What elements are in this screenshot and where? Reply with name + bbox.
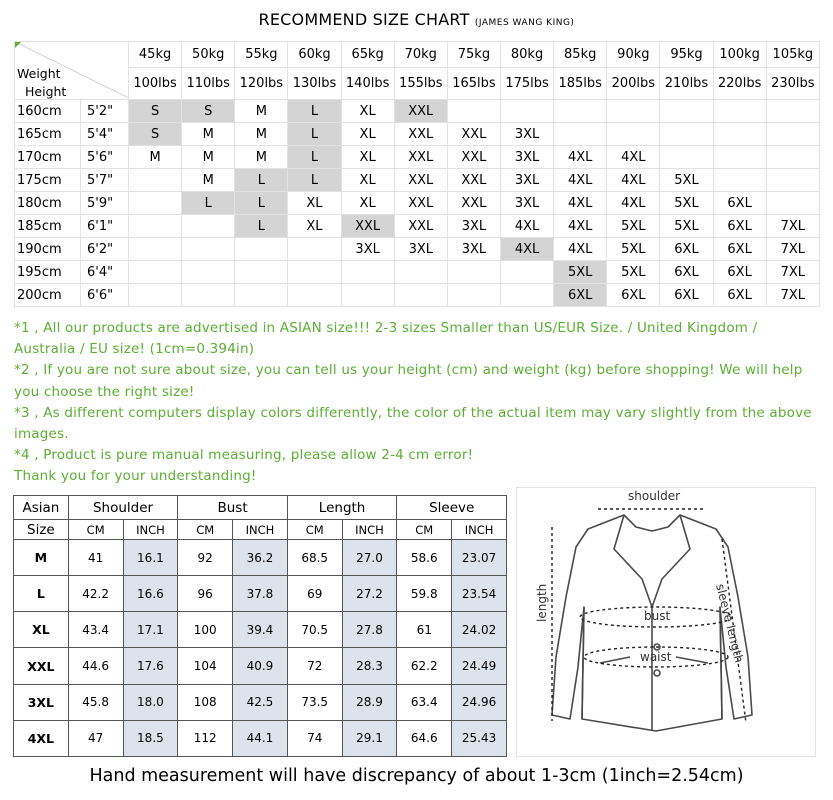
size-cell bbox=[660, 100, 713, 123]
weight-lbs-header: 175lbs bbox=[500, 68, 553, 100]
weight-kg-header: 45kg bbox=[129, 42, 182, 68]
size-cell: 4XL bbox=[607, 146, 660, 169]
size-row bbox=[15, 261, 820, 284]
size-cell: XL bbox=[288, 215, 341, 238]
size-cell: 6XL bbox=[713, 192, 766, 215]
size-cell: 3XL bbox=[500, 123, 553, 146]
unit-inch: INCH bbox=[123, 520, 178, 540]
size-cell: 4XL bbox=[607, 192, 660, 215]
size-cell bbox=[766, 169, 819, 192]
size-row bbox=[15, 238, 820, 261]
measure-cm-value: 64.6 bbox=[397, 720, 452, 756]
measure-size: XL bbox=[14, 612, 69, 648]
size-cell bbox=[554, 100, 607, 123]
size-row bbox=[15, 100, 820, 123]
size-cell bbox=[129, 215, 182, 238]
height-cm: 195cm bbox=[15, 261, 81, 284]
measure-inch-value: 24.49 bbox=[452, 648, 507, 684]
measure-cm-value: 68.5 bbox=[287, 540, 342, 576]
measure-cm-value: 45.8 bbox=[68, 684, 123, 720]
measure-cm-value: 92 bbox=[178, 540, 233, 576]
size-cell: 7XL bbox=[766, 215, 819, 238]
size-cell bbox=[607, 123, 660, 146]
measure-row bbox=[14, 720, 507, 756]
size-row bbox=[15, 215, 820, 238]
length-header: Length bbox=[287, 496, 397, 520]
weight-kg-header: 50kg bbox=[182, 42, 235, 68]
height-cm: 180cm bbox=[15, 192, 81, 215]
size-cell: 3XL bbox=[341, 238, 394, 261]
notes-section bbox=[14, 318, 820, 488]
weight-lbs-header: 200lbs bbox=[607, 68, 660, 100]
size-cell bbox=[394, 261, 447, 284]
size-cell bbox=[235, 261, 288, 284]
size-cell: XL bbox=[341, 100, 394, 123]
note-3: *3 , As different computers display colors differently, the color of the actual item may vary slightly from the above images. bbox=[14, 404, 812, 443]
size-cell bbox=[129, 284, 182, 307]
weight-kg-header: 100kg bbox=[713, 42, 766, 68]
height-cm: 170cm bbox=[15, 146, 81, 169]
size-cell: 3XL bbox=[394, 238, 447, 261]
height-ft: 6'1" bbox=[81, 215, 129, 238]
measure-inch-value: 27.8 bbox=[342, 612, 397, 648]
size-row bbox=[15, 169, 820, 192]
size-cell bbox=[288, 261, 341, 284]
size-cell: M bbox=[235, 146, 288, 169]
weight-lbs-header: 110lbs bbox=[182, 68, 235, 100]
height-cm: 185cm bbox=[15, 215, 81, 238]
measure-inch-value: 40.9 bbox=[233, 648, 288, 684]
weight-lbs-header: 120lbs bbox=[235, 68, 288, 100]
size-cell: XXL bbox=[447, 123, 500, 146]
size-cell: 6XL bbox=[713, 215, 766, 238]
size-cell: M bbox=[235, 100, 288, 123]
size-cell: XL bbox=[341, 169, 394, 192]
size-cell bbox=[500, 284, 553, 307]
measure-cm-value: 59.8 bbox=[397, 576, 452, 612]
size-cell bbox=[129, 169, 182, 192]
size-cell bbox=[288, 284, 341, 307]
chart-title bbox=[0, 10, 833, 29]
size-cell: XL bbox=[341, 192, 394, 215]
measure-cm-value: 41 bbox=[68, 540, 123, 576]
size-cell: S bbox=[129, 100, 182, 123]
size-cell bbox=[660, 123, 713, 146]
note-4: *4 , Product is pure manual measuring, please allow 2-4 cm error! bbox=[14, 447, 474, 464]
height-ft: 5'4" bbox=[81, 123, 129, 146]
size-cell: 4XL bbox=[554, 192, 607, 215]
measure-inch-value: 23.07 bbox=[452, 540, 507, 576]
measure-cm-value: 61 bbox=[397, 612, 452, 648]
measure-cm-value: 73.5 bbox=[287, 684, 342, 720]
size-cell: L bbox=[288, 100, 341, 123]
size-cell: 5XL bbox=[554, 261, 607, 284]
size-cell: 3XL bbox=[447, 215, 500, 238]
size-chart-table bbox=[14, 41, 820, 307]
weight-kg-header: 65kg bbox=[341, 42, 394, 68]
size-cell: 4XL bbox=[554, 146, 607, 169]
height-ft: 5'2" bbox=[81, 100, 129, 123]
size-cell bbox=[235, 284, 288, 307]
measure-inch-value: 36.2 bbox=[233, 540, 288, 576]
size-cell: XXL bbox=[394, 146, 447, 169]
weight-kg-header: 85kg bbox=[554, 42, 607, 68]
weight-lbs-header: 130lbs bbox=[288, 68, 341, 100]
size-cell bbox=[182, 284, 235, 307]
size-cell: XXL bbox=[394, 123, 447, 146]
measure-row bbox=[14, 684, 507, 720]
measure-cm-value: 58.6 bbox=[397, 540, 452, 576]
note-thanks: Thank you for your understanding! bbox=[14, 468, 257, 485]
footer-note: Hand measurement will have discrepancy of about 1-3cm (1inch=2.54cm) bbox=[89, 766, 744, 786]
height-cm: 165cm bbox=[15, 123, 81, 146]
measure-row bbox=[14, 648, 507, 684]
weight-lbs-header: 220lbs bbox=[713, 68, 766, 100]
size-cell: 3XL bbox=[500, 169, 553, 192]
size-cell bbox=[447, 100, 500, 123]
brand-name: (JAMES WANG KING) bbox=[474, 18, 575, 28]
shoulder-label: shoulder bbox=[628, 489, 681, 503]
size-cell: XL bbox=[341, 146, 394, 169]
height-cm: 200cm bbox=[15, 284, 81, 307]
size-cell bbox=[766, 123, 819, 146]
weight-kg-header: 70kg bbox=[394, 42, 447, 68]
size-cell bbox=[182, 215, 235, 238]
size-cell: 4XL bbox=[500, 238, 553, 261]
measure-cm-value: 62.2 bbox=[397, 648, 452, 684]
size-cell bbox=[660, 146, 713, 169]
sleeve-length-label: sleeve length bbox=[713, 582, 747, 665]
size-cell bbox=[447, 261, 500, 284]
size-cell bbox=[713, 123, 766, 146]
note-1: *1 , All our products are advertised in ASIAN size!!! 2-3 sizes Smaller than US/EUR Size. / United Kingdom / Australia / EU size! (1cm=0.394in) bbox=[14, 320, 758, 358]
size-cell: 6XL bbox=[660, 261, 713, 284]
measure-inch-value: 25.43 bbox=[452, 720, 507, 756]
size-cell: L bbox=[182, 192, 235, 215]
measure-inch-value: 39.4 bbox=[233, 612, 288, 648]
size-cell: M bbox=[182, 169, 235, 192]
size-cell: 4XL bbox=[554, 169, 607, 192]
size-cell: 7XL bbox=[766, 261, 819, 284]
size-cell: 4XL bbox=[554, 215, 607, 238]
measure-cm-value: 47 bbox=[68, 720, 123, 756]
weight-lbs-row bbox=[15, 68, 820, 100]
size-cell: 3XL bbox=[500, 192, 553, 215]
size-cell: L bbox=[288, 123, 341, 146]
weight-kg-row bbox=[15, 42, 820, 68]
measure-size: XXL bbox=[14, 648, 69, 684]
measure-inch-value: 24.96 bbox=[452, 684, 507, 720]
note-2: *2 , If you are not sure about size, you can tell us your height (cm) and weight (kg) before shopping! We will help you choose the right size! bbox=[14, 362, 803, 400]
bust-label: bust bbox=[644, 609, 671, 623]
size-cell: 6XL bbox=[660, 238, 713, 261]
size-cell bbox=[500, 100, 553, 123]
weight-lbs-header: 165lbs bbox=[447, 68, 500, 100]
size-row bbox=[15, 146, 820, 169]
size-cell: L bbox=[235, 192, 288, 215]
measure-inch-value: 27.0 bbox=[342, 540, 397, 576]
size-cell bbox=[554, 123, 607, 146]
size-cell: XXL bbox=[394, 215, 447, 238]
shoulder-header: Shoulder bbox=[68, 496, 178, 520]
size-cell: 5XL bbox=[607, 261, 660, 284]
size-cell: L bbox=[288, 146, 341, 169]
height-ft: 6'2" bbox=[81, 238, 129, 261]
unit-cm: CM bbox=[287, 520, 342, 540]
measure-cm-value: 44.6 bbox=[68, 648, 123, 684]
height-ft: 6'4" bbox=[81, 261, 129, 284]
unit-cm: CM bbox=[397, 520, 452, 540]
size-cell bbox=[766, 192, 819, 215]
measure-inch-value: 42.5 bbox=[233, 684, 288, 720]
measure-cm-value: 96 bbox=[178, 576, 233, 612]
measure-cm-value: 104 bbox=[178, 648, 233, 684]
measure-row bbox=[14, 540, 507, 576]
size-cell: 6XL bbox=[713, 284, 766, 307]
size-cell: 5XL bbox=[660, 169, 713, 192]
weight-lbs-header: 210lbs bbox=[660, 68, 713, 100]
measurement-table bbox=[13, 495, 507, 757]
measure-inch-value: 17.1 bbox=[123, 612, 178, 648]
unit-inch: INCH bbox=[452, 520, 507, 540]
size-cell bbox=[713, 100, 766, 123]
bust-header: Bust bbox=[178, 496, 288, 520]
weight-lbs-header: 185lbs bbox=[554, 68, 607, 100]
measure-inch-value: 18.5 bbox=[123, 720, 178, 756]
size-cell bbox=[341, 284, 394, 307]
unit-inch: INCH bbox=[233, 520, 288, 540]
weight-kg-header: 90kg bbox=[607, 42, 660, 68]
measure-cm-value: 112 bbox=[178, 720, 233, 756]
measure-inch-value: 37.8 bbox=[233, 576, 288, 612]
measure-unit-row bbox=[14, 520, 507, 540]
measure-inch-value: 44.1 bbox=[233, 720, 288, 756]
measure-size: 4XL bbox=[14, 720, 69, 756]
measure-inch-value: 29.1 bbox=[342, 720, 397, 756]
size-cell: XXL bbox=[394, 169, 447, 192]
measure-inch-value: 17.6 bbox=[123, 648, 178, 684]
size-cell: 5XL bbox=[607, 238, 660, 261]
jacket-measurement-diagram bbox=[516, 487, 816, 757]
size-cell: XXL bbox=[394, 192, 447, 215]
size-row bbox=[15, 192, 820, 215]
size-cell bbox=[288, 238, 341, 261]
size-cell: 6XL bbox=[554, 284, 607, 307]
measure-row bbox=[14, 576, 507, 612]
height-cm: 190cm bbox=[15, 238, 81, 261]
unit-cm: CM bbox=[178, 520, 233, 540]
size-cell: XL bbox=[341, 123, 394, 146]
weight-lbs-header: 100lbs bbox=[129, 68, 182, 100]
size-cell: XXL bbox=[447, 146, 500, 169]
height-cm: 160cm bbox=[15, 100, 81, 123]
measure-cm-value: 69 bbox=[287, 576, 342, 612]
size-row bbox=[15, 123, 820, 146]
size-cell: M bbox=[182, 123, 235, 146]
size-cell: 7XL bbox=[766, 238, 819, 261]
measure-inch-value: 18.0 bbox=[123, 684, 178, 720]
weight-kg-header: 55kg bbox=[235, 42, 288, 68]
size-cell: M bbox=[235, 123, 288, 146]
size-label: Size bbox=[14, 520, 69, 540]
size-cell bbox=[341, 261, 394, 284]
weight-kg-header: 95kg bbox=[660, 42, 713, 68]
size-cell: 3XL bbox=[447, 238, 500, 261]
size-cell bbox=[447, 284, 500, 307]
unit-cm: CM bbox=[68, 520, 123, 540]
measure-inch-value: 23.54 bbox=[452, 576, 507, 612]
weight-kg-header: 75kg bbox=[447, 42, 500, 68]
size-cell bbox=[713, 146, 766, 169]
size-cell: XXL bbox=[394, 100, 447, 123]
size-cell bbox=[235, 238, 288, 261]
size-cell bbox=[394, 284, 447, 307]
size-cell: M bbox=[129, 146, 182, 169]
size-cell: 6XL bbox=[713, 261, 766, 284]
size-cell bbox=[766, 146, 819, 169]
length-label: length bbox=[535, 583, 549, 622]
size-cell: XL bbox=[288, 192, 341, 215]
measure-row bbox=[14, 612, 507, 648]
size-cell bbox=[129, 192, 182, 215]
weight-label: Weight bbox=[17, 66, 61, 81]
measure-cm-value: 74 bbox=[287, 720, 342, 756]
size-cell: L bbox=[235, 169, 288, 192]
size-cell: M bbox=[182, 146, 235, 169]
measure-cm-value: 108 bbox=[178, 684, 233, 720]
measure-cm-value: 63.4 bbox=[397, 684, 452, 720]
size-cell bbox=[129, 238, 182, 261]
size-cell: L bbox=[235, 215, 288, 238]
measure-cm-value: 70.5 bbox=[287, 612, 342, 648]
measure-inch-value: 16.6 bbox=[123, 576, 178, 612]
measure-inch-value: 24.02 bbox=[452, 612, 507, 648]
height-cm: 175cm bbox=[15, 169, 81, 192]
measure-inch-value: 16.1 bbox=[123, 540, 178, 576]
weight-lbs-header: 155lbs bbox=[394, 68, 447, 100]
measure-cm-value: 72 bbox=[287, 648, 342, 684]
size-cell: 6XL bbox=[713, 238, 766, 261]
weight-lbs-header: 140lbs bbox=[341, 68, 394, 100]
sleeve-header: Sleeve bbox=[397, 496, 507, 520]
height-ft: 5'9" bbox=[81, 192, 129, 215]
weight-height-header bbox=[15, 42, 129, 100]
waist-label: waist bbox=[640, 650, 672, 664]
size-cell: 4XL bbox=[500, 215, 553, 238]
size-cell bbox=[182, 261, 235, 284]
size-cell: 4XL bbox=[554, 238, 607, 261]
weight-kg-header: 80kg bbox=[500, 42, 553, 68]
size-cell bbox=[500, 261, 553, 284]
height-label: Height bbox=[25, 84, 67, 99]
weight-lbs-header: 230lbs bbox=[766, 68, 819, 100]
measure-cm-value: 100 bbox=[178, 612, 233, 648]
size-cell: 3XL bbox=[500, 146, 553, 169]
size-row bbox=[15, 284, 820, 307]
size-cell bbox=[129, 261, 182, 284]
size-cell: S bbox=[129, 123, 182, 146]
size-cell bbox=[713, 169, 766, 192]
size-cell: XXL bbox=[447, 192, 500, 215]
measure-size: L bbox=[14, 576, 69, 612]
measure-cm-value: 43.4 bbox=[68, 612, 123, 648]
size-cell: 5XL bbox=[660, 215, 713, 238]
size-cell: 6XL bbox=[607, 284, 660, 307]
size-cell bbox=[182, 238, 235, 261]
measure-cm-value: 42.2 bbox=[68, 576, 123, 612]
size-cell: 6XL bbox=[660, 284, 713, 307]
weight-kg-header: 60kg bbox=[288, 42, 341, 68]
chart-title-text: RECOMMEND SIZE CHART bbox=[258, 10, 470, 29]
size-cell bbox=[607, 100, 660, 123]
measure-inch-value: 27.2 bbox=[342, 576, 397, 612]
size-cell: 7XL bbox=[766, 284, 819, 307]
weight-kg-header: 105kg bbox=[766, 42, 819, 68]
asian-label: Asian bbox=[14, 496, 69, 520]
size-cell: XXL bbox=[341, 215, 394, 238]
measure-inch-value: 28.3 bbox=[342, 648, 397, 684]
measure-size: M bbox=[14, 540, 69, 576]
height-ft: 5'6" bbox=[81, 146, 129, 169]
measure-header-row bbox=[14, 496, 507, 520]
size-cell: 5XL bbox=[660, 192, 713, 215]
measure-inch-value: 28.9 bbox=[342, 684, 397, 720]
unit-inch: INCH bbox=[342, 520, 397, 540]
size-cell: S bbox=[182, 100, 235, 123]
height-ft: 5'7" bbox=[81, 169, 129, 192]
size-cell bbox=[766, 100, 819, 123]
size-cell: L bbox=[288, 169, 341, 192]
height-ft: 6'6" bbox=[81, 284, 129, 307]
size-cell: 5XL bbox=[607, 215, 660, 238]
size-cell: 4XL bbox=[607, 169, 660, 192]
measure-size: 3XL bbox=[14, 684, 69, 720]
size-cell: XXL bbox=[447, 169, 500, 192]
